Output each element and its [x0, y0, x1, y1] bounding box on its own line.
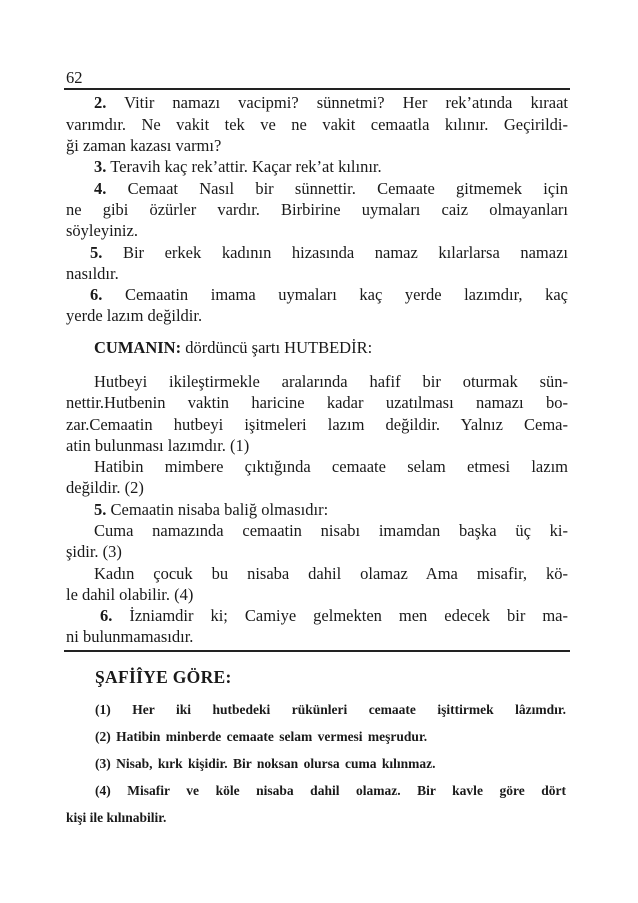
item-text: Cemaatin nisaba baliğ olmasıdır: — [110, 500, 329, 519]
footnote-4-line-2: kişi ile kılınabilir. — [66, 810, 167, 825]
question-5-line-2: nasıldır. — [66, 264, 119, 283]
question-number: 5. — [90, 243, 103, 262]
question-text: Teravih kaç rek’attir. Kaçar rek’at kılınır. — [110, 157, 382, 176]
footnote-rule — [64, 650, 570, 652]
question-number: 4. — [94, 179, 107, 198]
question-2-line-1 — [94, 92, 568, 113]
header-rule — [64, 88, 570, 90]
question-3-line-1 — [94, 156, 568, 177]
section-heading-rest: dördüncü şartı HUTBEDİR: — [181, 338, 373, 357]
footnotes-title: ŞAFİÎYE GÖRE: — [95, 667, 232, 687]
page-number: 62 — [66, 68, 83, 87]
paragraph-5-line-2: le dahil olabilir. (4) — [66, 585, 194, 604]
question-number: 2. — [94, 93, 107, 112]
item-number: 6. — [100, 606, 113, 625]
question-6-line-1 — [90, 284, 568, 305]
question-number: 6. — [90, 285, 103, 304]
footnote-4-line-1: (4) Misafir ve köle nisaba dahil olamaz. Bir kavle göre dört — [95, 783, 566, 798]
section-heading-bold: CUMANIN: — [94, 338, 182, 357]
question-4-line-3: söyleyiniz. — [66, 221, 138, 240]
item-number: 5. — [94, 500, 107, 519]
question-text: Bir erkek kadının hizasında namaz kılarlarsa namazı — [122, 243, 568, 262]
question-4-line-1 — [94, 178, 568, 199]
section-heading — [94, 337, 568, 358]
question-text: Cemaatin imama uymaları kaç yerde lazımdır, kaç — [124, 285, 568, 304]
paragraph-6-line-2: ni bulunmamasıdır. — [66, 627, 194, 646]
paragraph-1-line-1: Hutbeyi ikileştirmekle aralarında hafif bir oturmak sün- — [94, 372, 568, 391]
paragraph-2-line-2: değildir. (2) — [66, 478, 144, 497]
paragraph-4-line-2: şidir. (3) — [66, 542, 122, 561]
footnote-1: (1) Her iki hutbedeki rükünleri cemaate işittirmek lâzımdır. — [95, 702, 566, 717]
question-5-line-1 — [90, 242, 568, 263]
question-4-line-2: ne gibi özürler vardır. Birbirine uymaları caiz olmayanları — [66, 200, 568, 219]
paragraph-4-line-1: Cuma namazında cemaatin nisabı imamdan başka üç ki- — [94, 521, 568, 540]
paragraph-1-line-2: nettir.Hutbenin vaktin haricine kadar uzatılması namazı bo- — [66, 393, 568, 412]
item-text: İzniamdir ki; Camiye gelmekten men edecek bir ma- — [129, 606, 568, 625]
question-6-line-2: yerde lazım değildir. — [66, 306, 203, 325]
footnote-3: (3) Nisab, kırk kişidir. Bir noksan olursa cuma kılınmaz. — [95, 756, 436, 771]
question-text: Cemaat Nasıl bir sünnettir. Cemaate gitmemek için — [127, 179, 568, 198]
paragraph-1-line-3: zar.Cemaatin hutbeyi işitmeleri lazım değildir. Yalnız Cema- — [66, 415, 568, 434]
paragraph-2-line-1: Hatibin mimbere çıktığında cemaate selam etmesi lazım — [94, 457, 568, 476]
question-2-line-3: ği zaman kazası varmı? — [66, 136, 222, 155]
footnote-2: (2) Hatibin minberde cemaate selam vermesi meşrudur. — [95, 729, 428, 744]
paragraph-5-line-1: Kadın çocuk bu nisaba dahil olamaz Ama misafir, kö- — [94, 564, 568, 583]
paragraph-3 — [94, 499, 568, 520]
paragraph-1-line-4: atin bulunması lazımdır. (1) — [66, 436, 250, 455]
question-2-line-2: varımdır. Ne vakit tek ve ne vakit cemaatla kılınır. Geçirildi- — [66, 115, 568, 134]
question-number: 3. — [94, 157, 107, 176]
paragraph-6-line-1 — [100, 605, 568, 626]
question-text: Vitir namazı vacipmi? sünnetmi? Her rek’atında kıraat — [124, 93, 568, 112]
